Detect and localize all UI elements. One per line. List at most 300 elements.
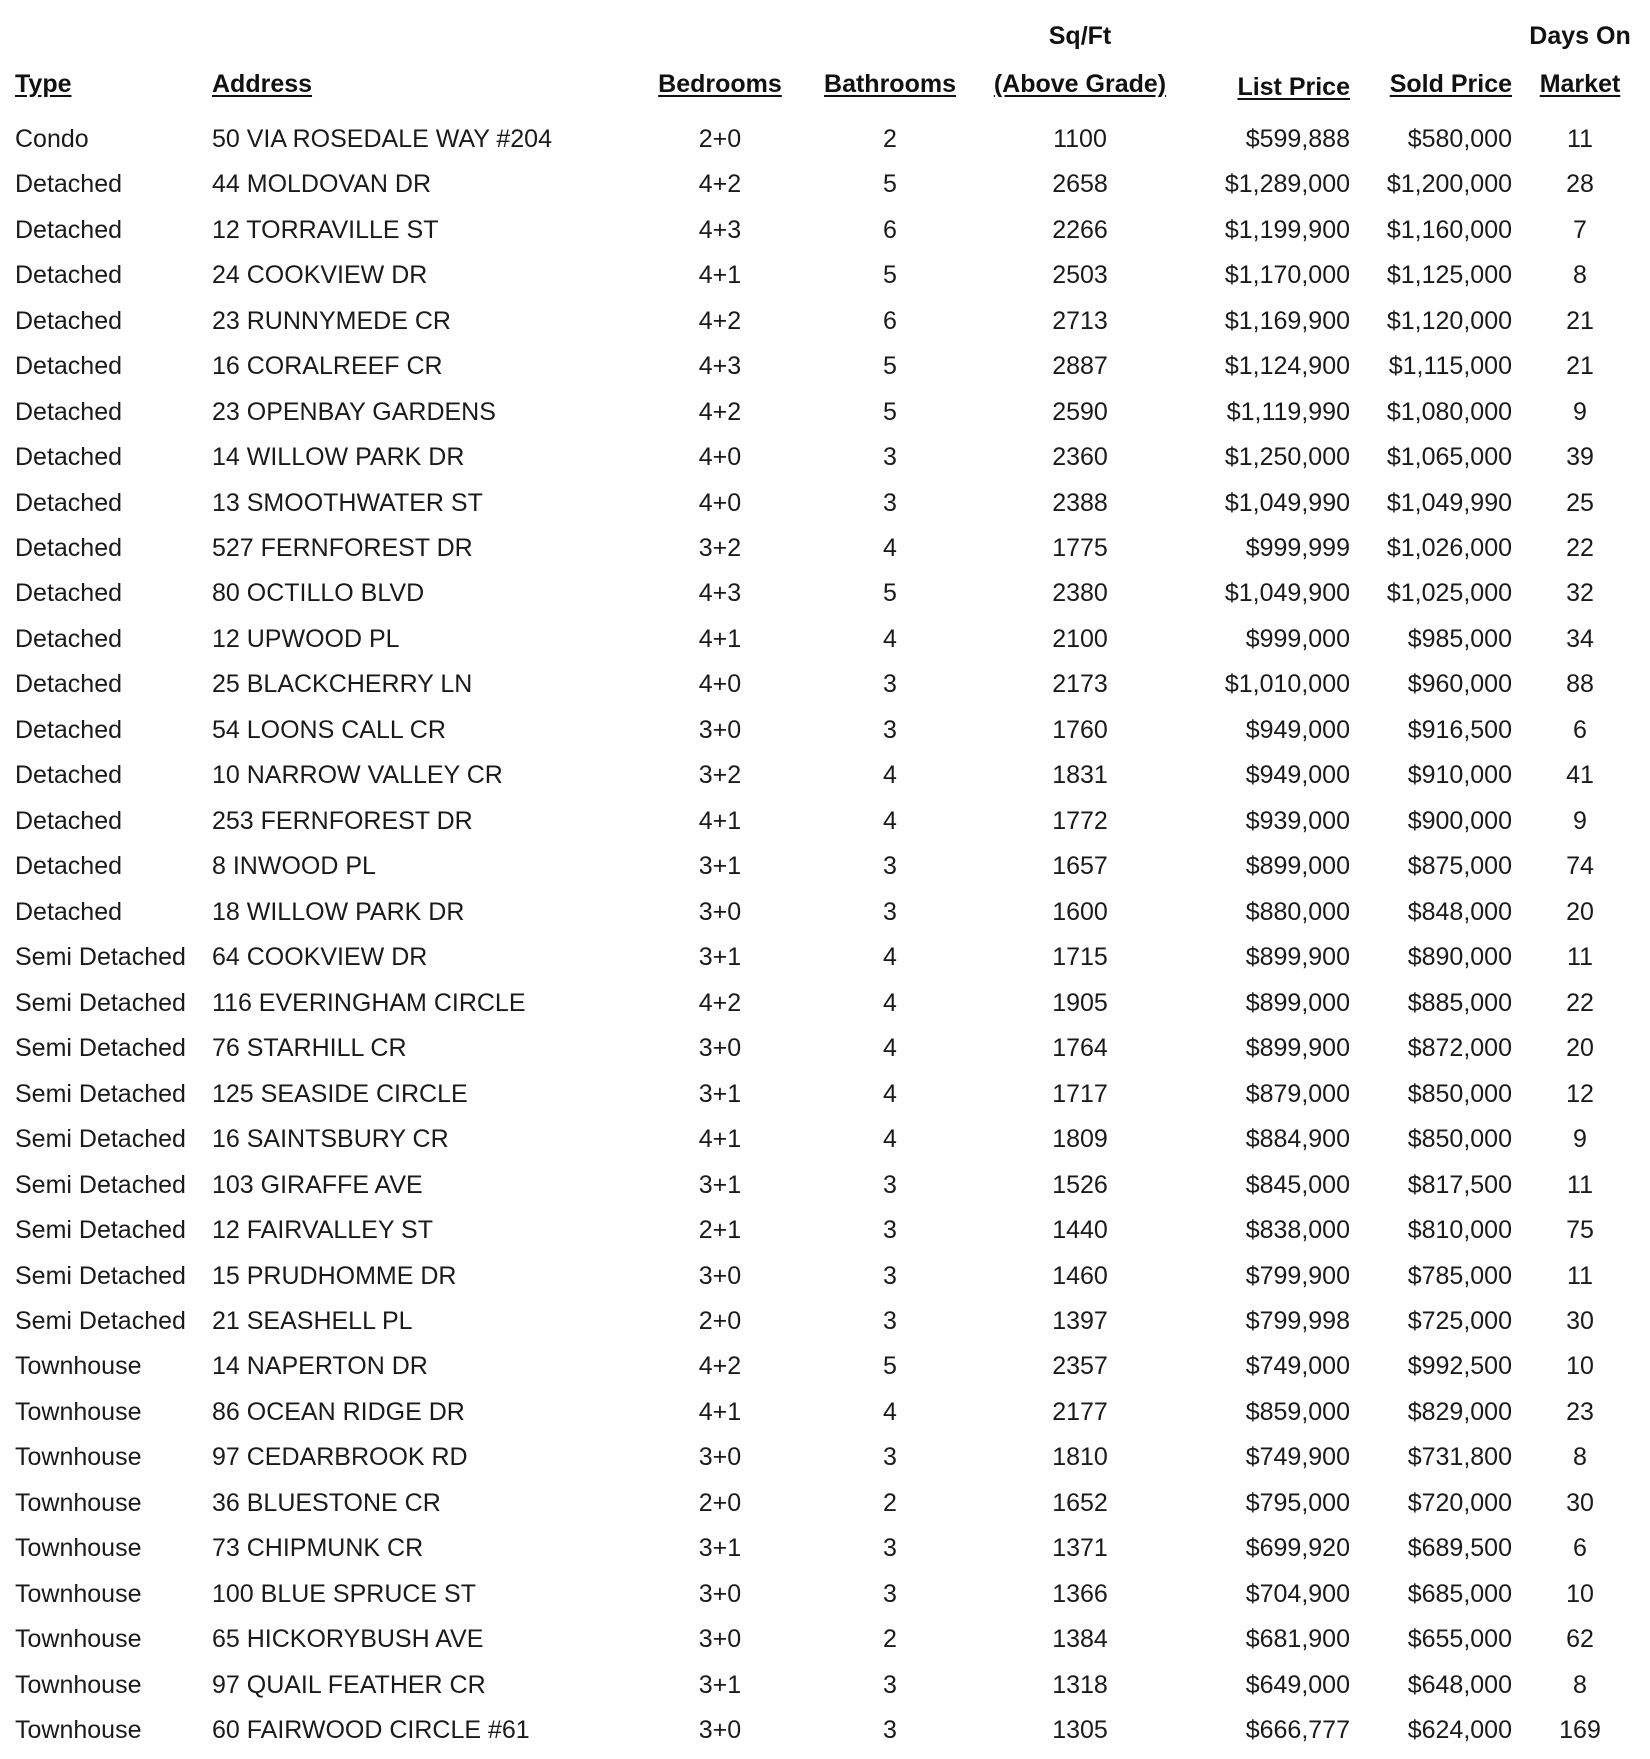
cell-bedrooms: 2+0 <box>698 1489 742 1517</box>
cell-days-on-market: 10 <box>1566 1352 1594 1380</box>
cell-list-price: $899,900 <box>1245 1034 1350 1062</box>
cell-list-price: $799,998 <box>1245 1307 1350 1335</box>
cell-list-price: $749,900 <box>1245 1443 1350 1471</box>
cell-address: 100 BLUE SPRUCE ST <box>212 1580 476 1608</box>
cell-bathrooms: 3 <box>883 489 897 517</box>
cell-type: Detached <box>15 852 123 880</box>
cell-bedrooms: 3+1 <box>698 1534 742 1562</box>
cell-type: Townhouse <box>15 1534 142 1562</box>
cell-bathrooms: 3 <box>883 1443 897 1471</box>
cell-address: 23 OPENBAY GARDENS <box>212 398 496 426</box>
cell-days-on-market: 20 <box>1566 1034 1594 1062</box>
cell-type: Townhouse <box>15 1398 142 1426</box>
cell-sold-price: $1,026,000 <box>1386 534 1512 562</box>
cell-sold-price: $1,125,000 <box>1386 261 1512 289</box>
table-row <box>0 752 1650 798</box>
cell-bedrooms: 3+2 <box>698 761 742 789</box>
cell-bedrooms: 2+1 <box>698 1216 742 1244</box>
cell-address: 14 NAPERTON DR <box>212 1352 428 1380</box>
cell-days-on-market: 8 <box>1573 261 1587 289</box>
cell-days-on-market: 8 <box>1573 1671 1587 1699</box>
cell-days-on-market: 11 <box>1567 125 1593 153</box>
cell-address: 125 SEASIDE CIRCLE <box>212 1080 468 1108</box>
cell-address: 21 SEASHELL PL <box>212 1307 413 1335</box>
cell-sqft: 1440 <box>1052 1216 1108 1244</box>
cell-bedrooms: 3+1 <box>698 852 742 880</box>
table-row <box>0 298 1650 344</box>
cell-days-on-market: 6 <box>1573 1534 1587 1562</box>
cell-type: Detached <box>15 398 123 426</box>
table-row <box>0 1071 1650 1117</box>
cell-days-on-market: 11 <box>1567 1262 1593 1290</box>
cell-type: Townhouse <box>15 1625 142 1653</box>
cell-bathrooms: 3 <box>883 1216 897 1244</box>
cell-bathrooms: 5 <box>883 170 897 198</box>
cell-sqft: 1384 <box>1052 1625 1108 1653</box>
cell-type: Semi Detached <box>15 1034 186 1062</box>
table-row <box>0 1025 1650 1071</box>
cell-list-price: $899,900 <box>1245 943 1350 971</box>
cell-address: 97 QUAIL FEATHER CR <box>212 1671 486 1699</box>
cell-days-on-market: 169 <box>1559 1716 1601 1744</box>
cell-list-price: $999,000 <box>1245 625 1350 653</box>
cell-sqft: 2177 <box>1052 1398 1108 1426</box>
cell-bedrooms: 4+1 <box>698 1398 742 1426</box>
cell-list-price: $704,900 <box>1245 1580 1350 1608</box>
cell-days-on-market: 20 <box>1566 898 1594 926</box>
cell-sqft: 2100 <box>1052 625 1108 653</box>
cell-type: Semi Detached <box>15 1080 186 1108</box>
cell-bedrooms: 3+0 <box>698 1443 742 1471</box>
cell-days-on-market: 21 <box>1566 352 1594 380</box>
cell-bathrooms: 2 <box>883 1489 897 1517</box>
cell-days-on-market: 25 <box>1566 489 1594 517</box>
cell-sold-price: $1,065,000 <box>1386 443 1512 471</box>
table-row <box>0 480 1650 526</box>
table-row <box>0 1253 1650 1299</box>
cell-days-on-market: 32 <box>1566 579 1594 607</box>
table-row <box>0 343 1650 389</box>
cell-type: Detached <box>15 625 123 653</box>
header-sold-price-label: Sold Price <box>1389 70 1512 98</box>
cell-days-on-market: 9 <box>1573 398 1587 426</box>
cell-sold-price: $624,000 <box>1407 1716 1512 1744</box>
cell-address: 16 CORALREEF CR <box>212 352 443 380</box>
cell-sqft: 2713 <box>1052 307 1108 335</box>
cell-bathrooms: 3 <box>883 716 897 744</box>
cell-sqft: 1100 <box>1053 125 1107 153</box>
cell-address: 12 UPWOOD PL <box>212 625 400 653</box>
table-row <box>0 1162 1650 1208</box>
cell-bathrooms: 4 <box>883 761 897 789</box>
cell-sqft: 2887 <box>1052 352 1108 380</box>
cell-address: 24 COOKVIEW DR <box>212 261 428 289</box>
cell-days-on-market: 28 <box>1566 170 1594 198</box>
cell-bedrooms: 3+0 <box>698 1716 742 1744</box>
table-row <box>0 389 1650 435</box>
cell-sqft: 1760 <box>1052 716 1108 744</box>
cell-sold-price: $872,000 <box>1407 1034 1512 1062</box>
table-row <box>0 798 1650 844</box>
cell-type: Detached <box>15 534 123 562</box>
cell-address: 10 NARROW VALLEY CR <box>212 761 503 789</box>
cell-bedrooms: 3+0 <box>698 1580 742 1608</box>
cell-days-on-market: 21 <box>1566 307 1594 335</box>
cell-bedrooms: 4+3 <box>698 216 742 244</box>
cell-sold-price: $875,000 <box>1407 852 1512 880</box>
cell-sold-price: $785,000 <box>1407 1262 1512 1290</box>
cell-sqft: 1775 <box>1052 534 1108 562</box>
cell-type: Semi Detached <box>15 1307 186 1335</box>
cell-list-price: $749,000 <box>1245 1352 1350 1380</box>
cell-list-price: $949,000 <box>1245 716 1350 744</box>
cell-bathrooms: 5 <box>883 261 897 289</box>
cell-sold-price: $1,160,000 <box>1386 216 1512 244</box>
cell-type: Semi Detached <box>15 1262 186 1290</box>
cell-days-on-market: 30 <box>1566 1489 1594 1517</box>
cell-bathrooms: 3 <box>883 443 897 471</box>
cell-sqft: 2360 <box>1052 443 1108 471</box>
cell-bathrooms: 6 <box>883 216 897 244</box>
cell-list-price: $699,920 <box>1245 1534 1350 1562</box>
cell-bathrooms: 4 <box>883 534 897 562</box>
header-bathrooms-label: Bathrooms <box>824 70 956 98</box>
cell-days-on-market: 22 <box>1566 989 1594 1017</box>
cell-sold-price: $960,000 <box>1407 670 1512 698</box>
cell-bedrooms: 4+2 <box>698 989 742 1017</box>
cell-type: Detached <box>15 716 123 744</box>
cell-sqft: 1526 <box>1052 1171 1108 1199</box>
cell-list-price: $1,170,000 <box>1224 261 1350 289</box>
cell-type: Detached <box>15 489 123 517</box>
cell-list-price: $949,000 <box>1245 761 1350 789</box>
cell-sold-price: $810,000 <box>1407 1216 1512 1244</box>
cell-sqft: 1831 <box>1052 761 1108 789</box>
cell-type: Detached <box>15 307 123 335</box>
cell-bedrooms: 3+1 <box>698 943 742 971</box>
cell-sold-price: $992,500 <box>1407 1352 1512 1380</box>
table-row <box>0 252 1650 298</box>
cell-address: 103 GIRAFFE AVE <box>212 1171 423 1199</box>
cell-bedrooms: 4+0 <box>698 443 742 471</box>
cell-days-on-market: 11 <box>1567 1171 1593 1199</box>
cell-type: Townhouse <box>15 1716 142 1744</box>
cell-sold-price: $1,049,990 <box>1386 489 1512 517</box>
cell-bedrooms: 4+0 <box>698 670 742 698</box>
cell-address: 116 EVERINGHAM CIRCLE <box>212 989 526 1017</box>
header-address <box>212 69 312 99</box>
cell-list-price: $880,000 <box>1245 898 1350 926</box>
cell-bedrooms: 4+1 <box>698 807 742 835</box>
cell-sqft: 1810 <box>1052 1443 1108 1471</box>
cell-list-price: $1,199,900 <box>1224 216 1350 244</box>
cell-bedrooms: 4+2 <box>698 307 742 335</box>
cell-address: 12 TORRAVILLE ST <box>212 216 439 244</box>
table-row <box>0 1434 1650 1480</box>
cell-type: Detached <box>15 807 123 835</box>
cell-type: Condo <box>15 125 89 153</box>
cell-days-on-market: 88 <box>1566 670 1594 698</box>
cell-sqft: 1905 <box>1052 989 1108 1017</box>
cell-address: 50 VIA ROSEDALE WAY #204 <box>212 125 552 153</box>
cell-sold-price: $916,500 <box>1407 716 1512 744</box>
cell-sold-price: $655,000 <box>1407 1625 1512 1653</box>
header-sqft-line1: Sq/Ft <box>1048 22 1112 50</box>
cell-sold-price: $689,500 <box>1407 1534 1512 1562</box>
cell-address: 23 RUNNYMEDE CR <box>212 307 451 335</box>
cell-address: 18 WILLOW PARK DR <box>212 898 465 926</box>
table-row <box>0 661 1650 707</box>
cell-sold-price: $725,000 <box>1407 1307 1512 1335</box>
table-row <box>0 1571 1650 1617</box>
cell-bedrooms: 3+0 <box>698 1034 742 1062</box>
cell-sqft: 2266 <box>1052 216 1108 244</box>
cell-type: Semi Detached <box>15 943 186 971</box>
cell-bathrooms: 2 <box>883 1625 897 1653</box>
table-row <box>0 1389 1650 1435</box>
header-address-label: Address <box>212 70 313 98</box>
table-row <box>0 1298 1650 1344</box>
cell-address: 76 STARHILL CR <box>212 1034 407 1062</box>
cell-type: Townhouse <box>15 1443 142 1471</box>
cell-days-on-market: 62 <box>1566 1625 1594 1653</box>
cell-list-price: $899,000 <box>1245 989 1350 1017</box>
cell-sqft: 1371 <box>1052 1534 1108 1562</box>
header-type <box>15 69 72 99</box>
cell-days-on-market: 7 <box>1573 216 1587 244</box>
cell-sqft: 1717 <box>1052 1080 1108 1108</box>
header-type-label: Type <box>15 70 72 98</box>
table-row <box>0 116 1650 162</box>
table-row <box>0 570 1650 616</box>
cell-days-on-market: 39 <box>1566 443 1594 471</box>
cell-bathrooms: 3 <box>883 1580 897 1608</box>
table-row <box>0 934 1650 980</box>
cell-sqft: 1657 <box>1052 852 1108 880</box>
cell-bedrooms: 3+1 <box>698 1171 742 1199</box>
cell-list-price: $859,000 <box>1245 1398 1350 1426</box>
cell-sqft: 2503 <box>1052 261 1108 289</box>
cell-address: 8 INWOOD PL <box>212 852 376 880</box>
cell-bedrooms: 4+1 <box>698 261 742 289</box>
cell-bathrooms: 3 <box>883 670 897 698</box>
cell-bathrooms: 2 <box>883 125 897 153</box>
cell-bathrooms: 4 <box>883 1034 897 1062</box>
cell-sqft: 2590 <box>1052 398 1108 426</box>
table-row <box>0 1116 1650 1162</box>
cell-address: 86 OCEAN RIDGE DR <box>212 1398 465 1426</box>
cell-address: 80 OCTILLO BLVD <box>212 579 425 607</box>
cell-list-price: $599,888 <box>1245 125 1350 153</box>
table-row <box>0 525 1650 571</box>
cell-sold-price: $1,025,000 <box>1386 579 1512 607</box>
cell-bathrooms: 5 <box>883 1352 897 1380</box>
cell-bedrooms: 4+1 <box>698 625 742 653</box>
cell-sold-price: $580,000 <box>1407 125 1512 153</box>
cell-bedrooms: 3+0 <box>698 1262 742 1290</box>
cell-list-price: $649,000 <box>1245 1671 1350 1699</box>
cell-list-price: $681,900 <box>1245 1625 1350 1653</box>
cell-sqft: 1600 <box>1052 898 1108 926</box>
table-row <box>0 1616 1650 1662</box>
header-days-line2: Market <box>1539 70 1621 98</box>
cell-sold-price: $848,000 <box>1407 898 1512 926</box>
cell-type: Detached <box>15 352 123 380</box>
cell-list-price: $1,169,900 <box>1224 307 1350 335</box>
table-row <box>0 889 1650 935</box>
cell-bedrooms: 3+0 <box>698 716 742 744</box>
cell-list-price: $939,000 <box>1245 807 1350 835</box>
cell-sqft: 1772 <box>1052 807 1108 835</box>
cell-sqft: 1305 <box>1052 1716 1108 1744</box>
cell-address: 16 SAINTSBURY CR <box>212 1125 449 1153</box>
cell-bathrooms: 3 <box>883 1262 897 1290</box>
cell-sold-price: $1,120,000 <box>1386 307 1512 335</box>
header-sqft <box>970 21 1190 99</box>
cell-address: 65 HICKORYBUSH AVE <box>212 1625 484 1653</box>
cell-bathrooms: 3 <box>883 1716 897 1744</box>
cell-days-on-market: 30 <box>1566 1307 1594 1335</box>
cell-sqft: 2380 <box>1052 579 1108 607</box>
cell-sold-price: $1,080,000 <box>1386 398 1512 426</box>
table-row <box>0 616 1650 662</box>
cell-address: 54 LOONS CALL CR <box>212 716 446 744</box>
cell-sqft: 2357 <box>1052 1352 1108 1380</box>
cell-sqft: 1809 <box>1052 1125 1108 1153</box>
cell-bathrooms: 4 <box>883 989 897 1017</box>
cell-bedrooms: 3+1 <box>698 1080 742 1108</box>
cell-bedrooms: 2+0 <box>698 125 742 153</box>
cell-days-on-market: 9 <box>1573 807 1587 835</box>
cell-type: Townhouse <box>15 1489 142 1517</box>
cell-bathrooms: 4 <box>883 625 897 653</box>
cell-sqft: 1318 <box>1052 1671 1108 1699</box>
cell-bedrooms: 3+0 <box>698 1625 742 1653</box>
cell-days-on-market: 34 <box>1566 625 1594 653</box>
cell-sold-price: $890,000 <box>1407 943 1512 971</box>
cell-address: 253 FERNFOREST DR <box>212 807 473 835</box>
cell-list-price: $1,010,000 <box>1224 670 1350 698</box>
cell-type: Detached <box>15 216 123 244</box>
header-bathrooms <box>805 69 975 99</box>
cell-sqft: 2173 <box>1052 670 1108 698</box>
cell-sold-price: $1,200,000 <box>1386 170 1512 198</box>
cell-list-price: $884,900 <box>1245 1125 1350 1153</box>
cell-bedrooms: 4+0 <box>698 489 742 517</box>
cell-bathrooms: 3 <box>883 1307 897 1335</box>
cell-bathrooms: 5 <box>883 352 897 380</box>
cell-bedrooms: 4+2 <box>698 170 742 198</box>
cell-bathrooms: 5 <box>883 398 897 426</box>
cell-sqft: 1397 <box>1052 1307 1108 1335</box>
cell-sold-price: $648,000 <box>1407 1671 1512 1699</box>
cell-address: 60 FAIRWOOD CIRCLE #61 <box>212 1716 530 1744</box>
cell-bedrooms: 4+3 <box>698 579 742 607</box>
cell-list-price: $799,900 <box>1245 1262 1350 1290</box>
cell-type: Townhouse <box>15 1671 142 1699</box>
cell-bathrooms: 3 <box>883 1671 897 1699</box>
cell-bathrooms: 4 <box>883 807 897 835</box>
cell-address: 64 COOKVIEW DR <box>212 943 428 971</box>
cell-type: Detached <box>15 670 123 698</box>
table-row <box>0 161 1650 207</box>
cell-list-price: $795,000 <box>1245 1489 1350 1517</box>
cell-type: Townhouse <box>15 1352 142 1380</box>
cell-type: Semi Detached <box>15 1216 186 1244</box>
cell-sold-price: $900,000 <box>1407 807 1512 835</box>
table-row <box>0 1480 1650 1526</box>
cell-days-on-market: 9 <box>1573 1125 1587 1153</box>
cell-bedrooms: 4+1 <box>698 1125 742 1153</box>
cell-sold-price: $850,000 <box>1407 1080 1512 1108</box>
cell-days-on-market: 10 <box>1566 1580 1594 1608</box>
cell-bedrooms: 4+3 <box>698 352 742 380</box>
table-row <box>0 207 1650 253</box>
cell-sqft: 2388 <box>1052 489 1108 517</box>
cell-bathrooms: 3 <box>883 1171 897 1199</box>
cell-list-price: $879,000 <box>1245 1080 1350 1108</box>
cell-sold-price: $731,800 <box>1407 1443 1512 1471</box>
cell-bedrooms: 2+0 <box>698 1307 742 1335</box>
cell-list-price: $1,049,990 <box>1224 489 1350 517</box>
cell-list-price: $1,049,900 <box>1224 579 1350 607</box>
cell-sold-price: $910,000 <box>1407 761 1512 789</box>
cell-list-price: $999,999 <box>1245 534 1350 562</box>
cell-bedrooms: 3+2 <box>698 534 742 562</box>
cell-address: 97 CEDARBROOK RD <box>212 1443 468 1471</box>
table-row <box>0 1707 1650 1753</box>
cell-sqft: 1764 <box>1052 1034 1108 1062</box>
cell-sold-price: $850,000 <box>1407 1125 1512 1153</box>
cell-type: Detached <box>15 261 123 289</box>
header-list-price-label: List Price <box>1237 73 1350 101</box>
cell-type: Semi Detached <box>15 1125 186 1153</box>
cell-bedrooms: 3+0 <box>698 898 742 926</box>
table-row <box>0 707 1650 753</box>
header-list-price <box>1160 72 1350 102</box>
header-sold-price <box>1330 69 1512 99</box>
cell-sold-price: $885,000 <box>1407 989 1512 1017</box>
header-sqft-line2: (Above Grade) <box>993 70 1167 98</box>
table-row <box>0 1662 1650 1708</box>
cell-bathrooms: 4 <box>883 1125 897 1153</box>
cell-bathrooms: 4 <box>883 943 897 971</box>
cell-type: Semi Detached <box>15 1171 186 1199</box>
cell-days-on-market: 74 <box>1566 852 1594 880</box>
table-row <box>0 843 1650 889</box>
header-bedrooms-label: Bedrooms <box>658 70 782 98</box>
header-days-on-market <box>1505 21 1650 99</box>
cell-address: 44 MOLDOVAN DR <box>212 170 432 198</box>
cell-days-on-market: 6 <box>1573 716 1587 744</box>
cell-address: 13 SMOOTHWATER ST <box>212 489 483 517</box>
cell-sold-price: $817,500 <box>1407 1171 1512 1199</box>
cell-list-price: $1,124,900 <box>1224 352 1350 380</box>
table-row <box>0 1525 1650 1571</box>
cell-type: Townhouse <box>15 1580 142 1608</box>
cell-bathrooms: 3 <box>883 852 897 880</box>
cell-bathrooms: 6 <box>883 307 897 335</box>
cell-days-on-market: 8 <box>1573 1443 1587 1471</box>
cell-sqft: 1652 <box>1052 1489 1108 1517</box>
cell-sold-price: $685,000 <box>1407 1580 1512 1608</box>
cell-list-price: $1,250,000 <box>1224 443 1350 471</box>
cell-bedrooms: 4+2 <box>698 398 742 426</box>
cell-list-price: $1,119,990 <box>1226 398 1350 426</box>
cell-bathrooms: 5 <box>883 579 897 607</box>
cell-days-on-market: 22 <box>1566 534 1594 562</box>
cell-list-price: $899,000 <box>1245 852 1350 880</box>
